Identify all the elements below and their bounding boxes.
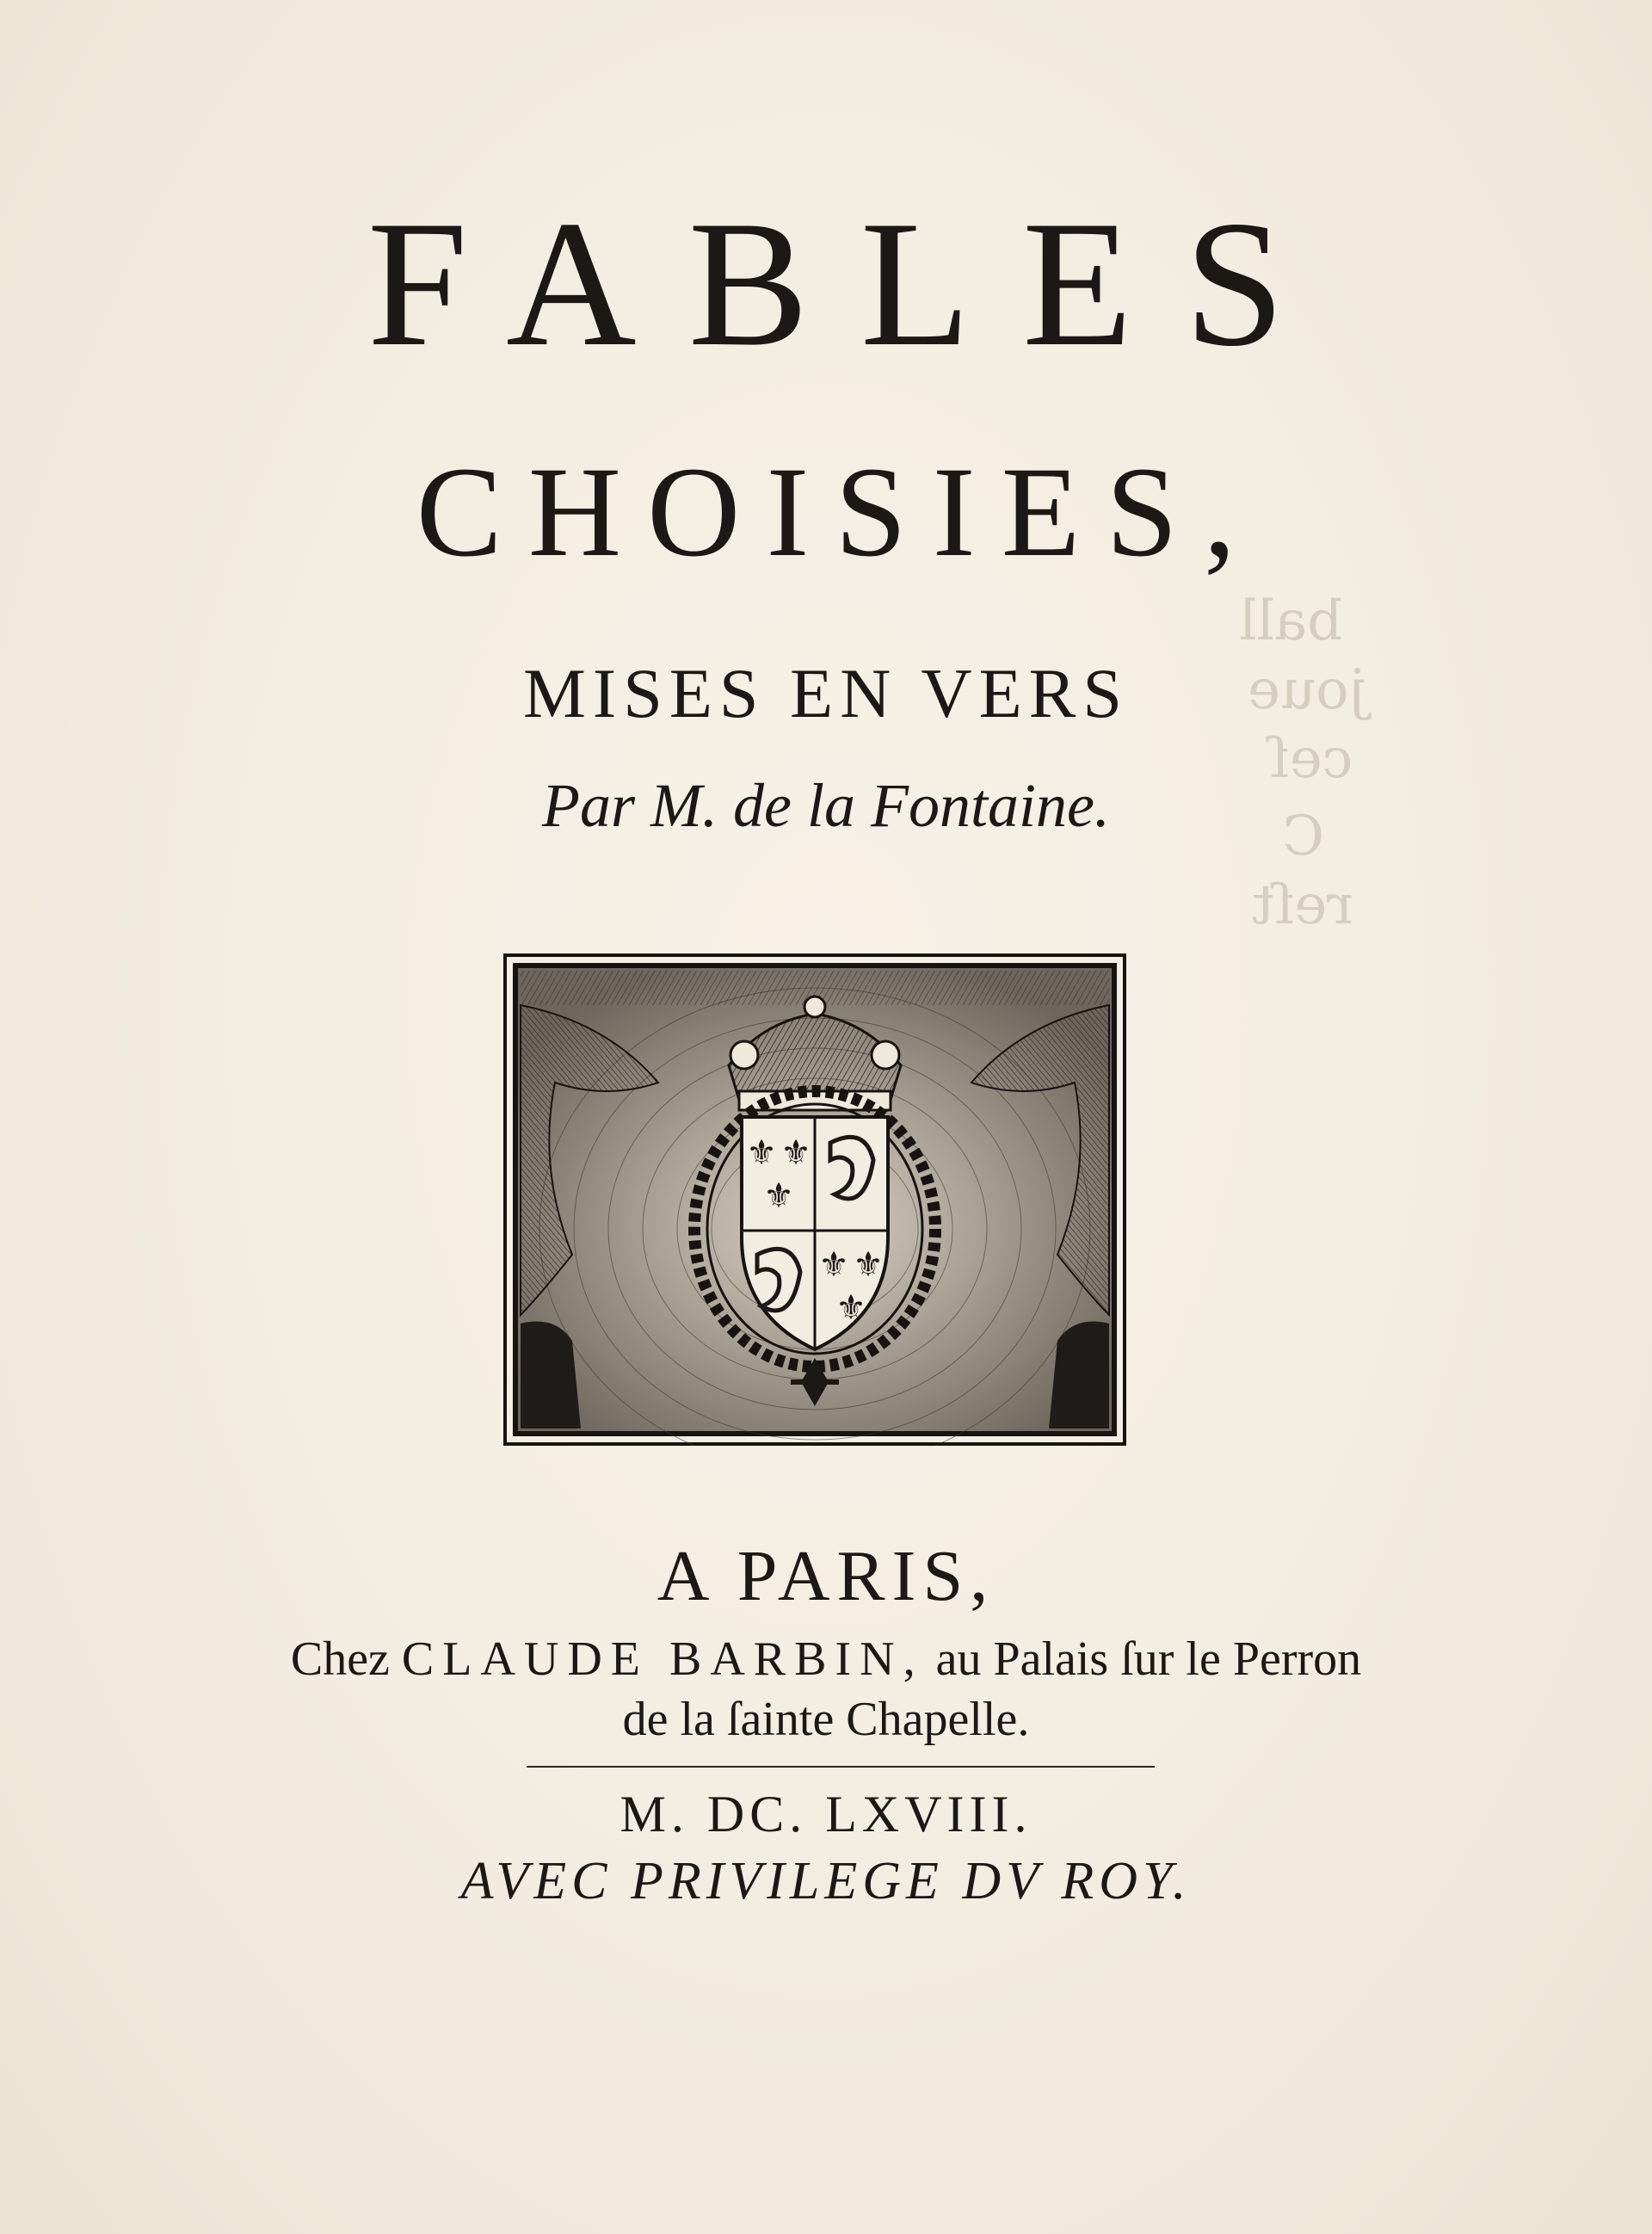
royal-privilege: AVEC PRIVILEGE DV ROY. [460,1852,1192,1910]
imprint-city: A PARIS, [656,1536,996,1616]
title-line-1: FABLES [367,184,1337,384]
publisher-prefix: Chez [290,1632,390,1686]
title-line-2: CHOISIES, [416,441,1262,583]
title-line-3: MISES EN VERS [523,654,1129,732]
svg-text:⚜: ⚜ [818,1245,849,1285]
svg-text:⚜: ⚜ [780,1133,811,1173]
imprint-publisher [0,1632,1652,1686]
imprint-date: M. DC. LXVIII. [620,1786,1032,1842]
bleed-through-text: joue [1248,658,1366,722]
bleed-through-text: ceſ [1269,727,1353,791]
bleed-through-text: ball [1239,589,1343,653]
publisher-suffix: au Palais ſur le Perron [935,1632,1362,1686]
bleed-through-text: C [1282,805,1324,868]
coat-of-arms-icon [503,953,1126,1446]
bleed-through-text: reſt [1252,873,1353,937]
horizontal-rule [527,1766,1155,1768]
svg-text:⚜: ⚜ [763,1176,794,1216]
imprint-address: de la ſainte Chapelle. [622,1693,1030,1746]
publisher-name: CLAUDE BARBIN, [401,1632,924,1686]
author-line: Par M. de la Fontaine. [542,771,1110,840]
svg-text:⚜: ⚜ [746,1133,777,1173]
svg-text:⚜: ⚜ [853,1245,884,1285]
svg-text:⚜: ⚜ [835,1288,866,1328]
